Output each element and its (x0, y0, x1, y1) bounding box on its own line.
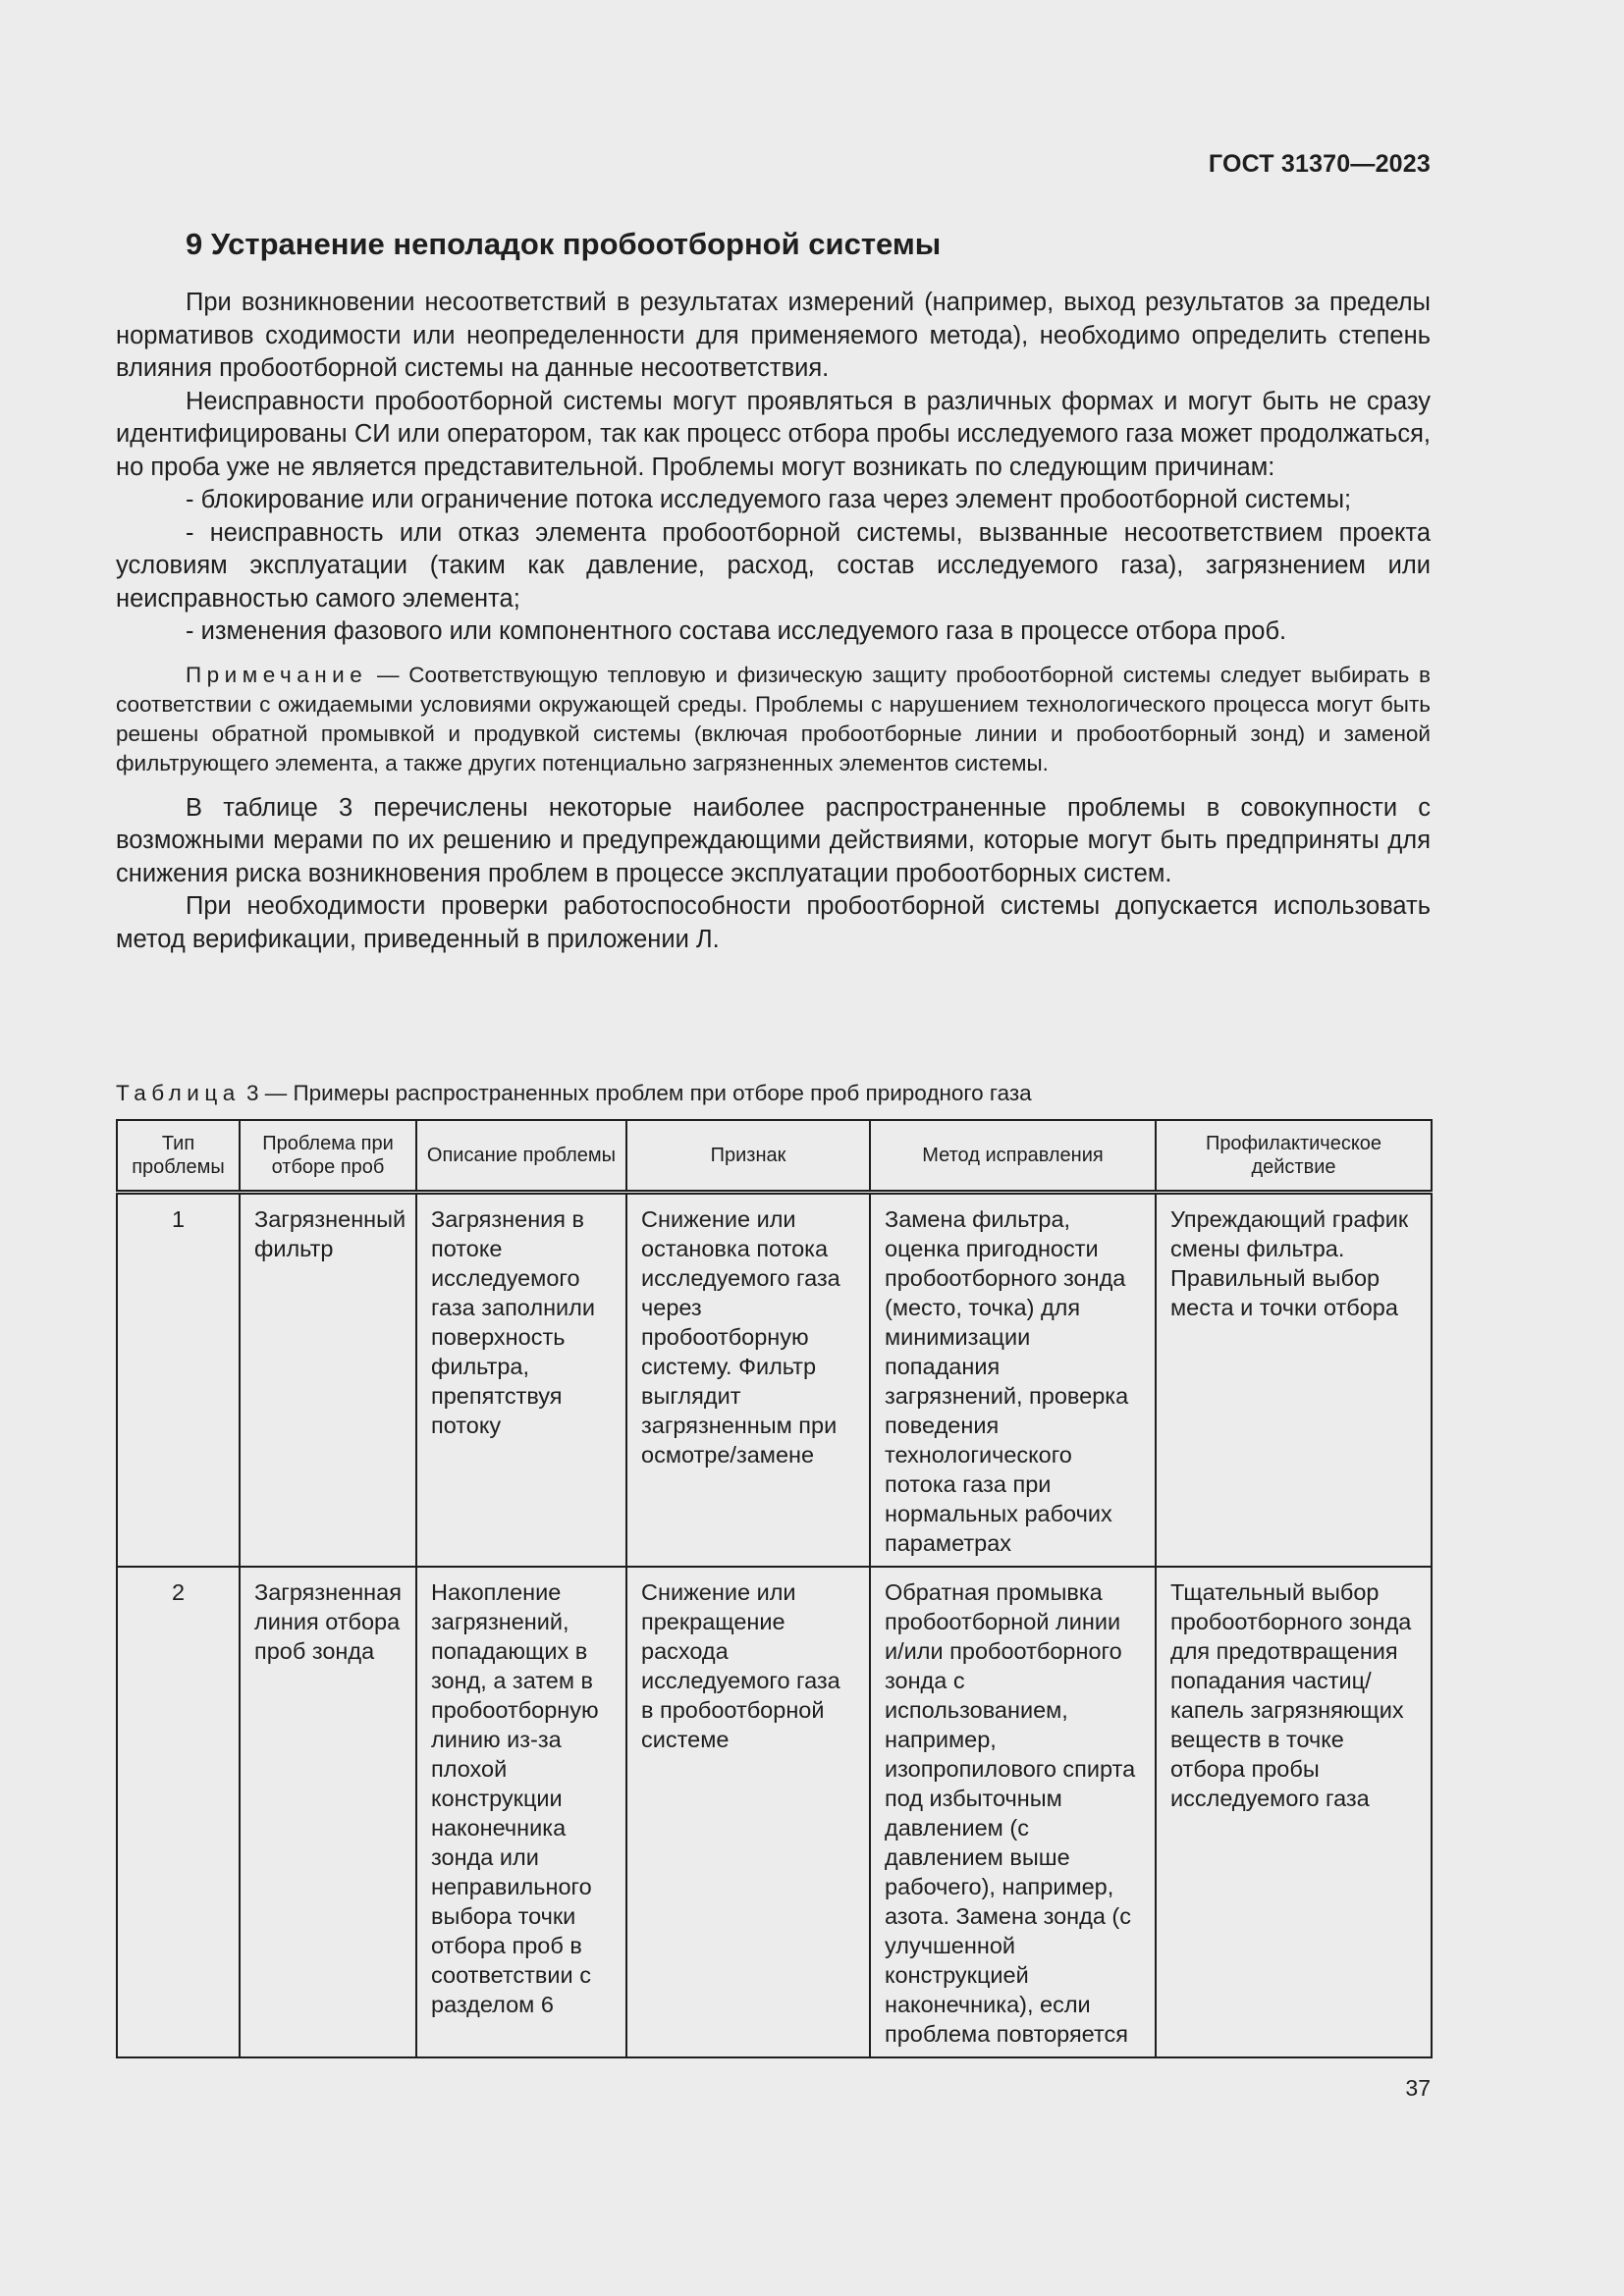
paragraph-verification: При необходимости проверки работоспособности пробоотборной системы допускается использовать метод верификации, приведенный в приложении Л. (116, 892, 1431, 953)
section-heading: 9 Устранение неполадок пробоотборной системы (186, 227, 942, 261)
note-label: Примечание (186, 662, 368, 687)
cell-problem: Загрязненная линия отбора проб зонда (240, 1567, 416, 2057)
cell-correction: Замена фильтра, оценка пригодности пробоотборного зонда (место, точка) для минимизации попадания загрязнений, проверка поведения технологического потока газа при нормальных рабочих параметрах (870, 1193, 1156, 1568)
note-text: — Соответствующую тепловую и физическую защиту пробоотборной системы следует выбирать в соответствии с ожидаемыми условиями окружающей среды. Проблемы с нарушением технологического процесса могут быть решены обратной промывкой и продувкой системы (включая пробоотборные линии и пробоотборный зонд) и заменой фильтрующего элемента, а также других потенциально загрязненных элементов системы. (116, 662, 1431, 775)
document-standard-number: ГОСТ 31370—2023 (1208, 150, 1431, 178)
header-sampling-problem: Проблема при отборе проб (240, 1120, 416, 1193)
table-row (117, 1193, 1432, 1568)
paragraph-intro: При возникновении несоответствий в результатах измерений (например, выход результатов за пределы нормативов сходимости или неопределенности для применяемого метода), необходимо определить степень влияния пробоотборной системы на данные несоответствия. (116, 289, 1431, 382)
paragraph-causes: Неисправности пробоотборной системы могут проявляться в различных формах и могут быть не сразу идентифицированы СИ или оператором, так как процесс отбора пробы исследуемого газа может продолжаться, но проба уже не является представительной. Проблемы могут возникать по следующим причинам: (116, 387, 1431, 481)
table-header-row (117, 1120, 1432, 1193)
header-preventive-action: Профилактическое действие (1156, 1120, 1432, 1193)
header-description: Описание проблемы (416, 1120, 626, 1193)
cell-symptom: Снижение или остановка потока исследуемого газа через пробоотборную систему. Фильтр выглядит загрязненным при осмотре/замене (626, 1193, 870, 1568)
body-text (116, 287, 1431, 956)
note (116, 661, 1431, 778)
cell-prevention: Упреждающий график смены фильтра. Правильный выбор места и точки отбора (1156, 1193, 1432, 1568)
cell-correction: Обратная промывка пробоотборной линии и/или пробоотборного зонда с использованием, например, изопропилового спирта под избыточным давлением (с давлением выше рабочего), например, азота. Замена зонда (с улучшенной конструкцией наконечника), если проблема повторяется (870, 1567, 1156, 2057)
table-caption-text: 3 — Примеры распространенных проблем при отборе проб природного газа (240, 1081, 1032, 1105)
list-item: - блокирование или ограничение потока исследуемого газа через элемент пробоотборной системы; (186, 486, 1352, 513)
table-row (117, 1567, 1432, 2057)
list-item: - изменения фазового или компонентного состава исследуемого газа в процессе отбора проб. (186, 617, 1287, 645)
cell-description: Загрязнения в потоке исследуемого газа заполнили поверхность фильтра, препятствуя потоку (416, 1193, 626, 1568)
cell-symptom: Снижение или прекращение расхода исследуемого газа в пробоотборной системе (626, 1567, 870, 2057)
list-item: - неисправность или отказ элемента пробоотборной системы, вызванные несоответствием проекта условиям эксплуатации (таким как давление, расход, состав исследуемого газа), загрязнением или неисправностью самого элемента; (116, 518, 1431, 613)
table-caption (116, 1081, 1032, 1106)
header-correction-method: Метод исправления (870, 1120, 1156, 1193)
header-problem-type: Тип проблемы (117, 1120, 240, 1193)
problems-table (116, 1119, 1433, 2058)
cell-prevention: Тщательный выбор пробоотборного зонда для предотвращения попадания частиц/капель загрязняющих веществ в точке отбора пробы исследуемого газа (1156, 1567, 1432, 2057)
paragraph-table-ref: В таблице 3 перечислены некоторые наиболее распространенные проблемы в совокупности с возможными мерами по их решению и предупреждающими действиями, которые могут быть предприняты для снижения риска возникновения проблем в процессе эксплуатации пробоотборных систем. (116, 793, 1431, 887)
cell-type: 1 (117, 1193, 240, 1568)
cell-problem: Загрязненный фильтр (240, 1193, 416, 1568)
cell-description: Накопление загрязнений, попадающих в зонд, а затем в пробоотборную линию из-за плохой конструкции наконечника зонда или неправильного выбора точки отбора проб в соответствии с разделом 6 (416, 1567, 626, 2057)
page-number: 37 (1405, 2075, 1431, 2101)
header-symptom: Признак (626, 1120, 870, 1193)
cell-type: 2 (117, 1567, 240, 2057)
table-caption-label: Таблица (116, 1081, 241, 1105)
